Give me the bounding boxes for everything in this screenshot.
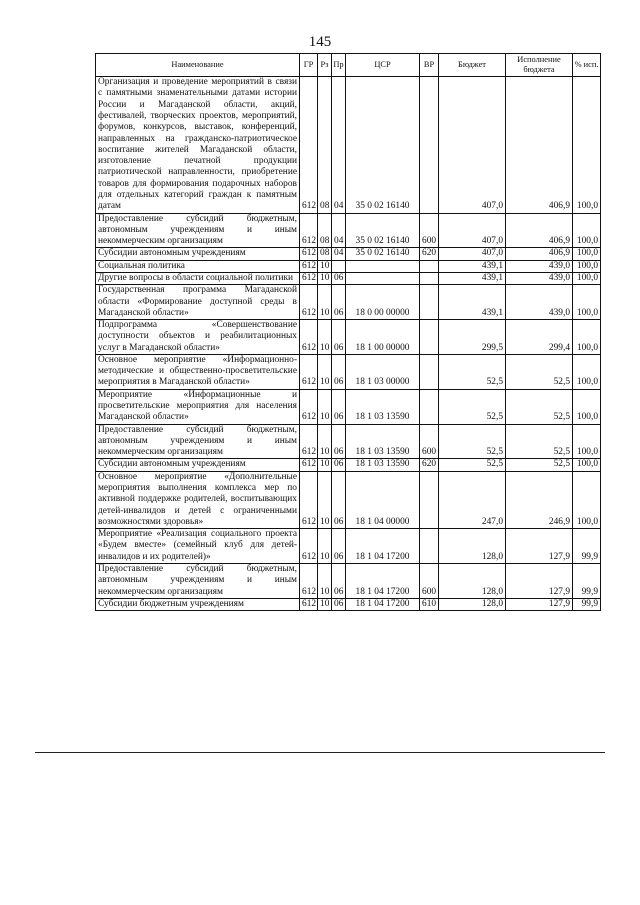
cell-vr: [420, 260, 439, 272]
cell-gr: 612: [300, 272, 318, 284]
table-row: [96, 354, 601, 389]
cell-execution: 299,4: [506, 320, 573, 355]
cell-vr: 600: [420, 424, 439, 459]
cell-pr: 04: [332, 213, 346, 248]
cell-percent: 100,0: [573, 389, 601, 424]
cell-execution: 439,0: [506, 272, 573, 284]
cell-name: Предоставление субсидий бюджетным, автономным учреждениям и иным некоммерческим организациям: [96, 563, 300, 598]
cell-name: Основное мероприятие «Дополнительные мероприятия выполнения комплекса мер по активной поддержке родителей, воспитывающих детей-инвалидов и детей с ограниченными возможностями здоровья»: [96, 471, 300, 528]
table-row: [96, 285, 601, 320]
cell-gr: 612: [300, 563, 318, 598]
cell-percent: 99,9: [573, 563, 601, 598]
cell-budget: 128,0: [439, 563, 506, 598]
table-row: [96, 459, 601, 471]
cell-gr: 612: [300, 598, 318, 610]
cell-execution: 406,9: [506, 248, 573, 260]
header-pr: Пр: [332, 54, 346, 77]
cell-budget: 299,5: [439, 320, 506, 355]
cell-csr: 35 0 02 16140: [346, 77, 420, 213]
cell-execution: 439,0: [506, 260, 573, 272]
cell-vr: 600: [420, 563, 439, 598]
cell-percent: 100,0: [573, 471, 601, 528]
header-vr: ВР: [420, 54, 439, 77]
cell-gr: 612: [300, 260, 318, 272]
cell-vr: [420, 77, 439, 213]
cell-csr: [346, 260, 420, 272]
cell-name: Подпрограмма «Совершенствование доступности объектов и реабилитационных услуг в Магаданской области»: [96, 320, 300, 355]
cell-gr: 612: [300, 424, 318, 459]
cell-percent: 100,0: [573, 272, 601, 284]
cell-rz: 10: [318, 389, 332, 424]
cell-gr: 612: [300, 213, 318, 248]
cell-name: Другие вопросы в области социальной политики: [96, 272, 300, 284]
cell-gr: 612: [300, 459, 318, 471]
table-row: [96, 77, 601, 213]
cell-vr: 610: [420, 598, 439, 610]
cell-percent: 99,9: [573, 598, 601, 610]
cell-csr: 18 1 03 13590: [346, 424, 420, 459]
cell-budget: 52,5: [439, 424, 506, 459]
cell-csr: 18 1 04 17200: [346, 529, 420, 564]
cell-budget: 407,0: [439, 248, 506, 260]
table-row: [96, 272, 601, 284]
header-rz: Рз: [318, 54, 332, 77]
header-name: Наименование: [96, 54, 300, 77]
cell-budget: 52,5: [439, 459, 506, 471]
cell-name: Мероприятие «Реализация социального проекта «Будем вместе» (семейный клуб для детей-инвалидов и их родителей)»: [96, 529, 300, 564]
cell-vr: [420, 529, 439, 564]
header-percent: % исп.: [573, 54, 601, 77]
footer-divider: [35, 752, 605, 753]
cell-rz: 10: [318, 272, 332, 284]
cell-vr: 620: [420, 248, 439, 260]
cell-execution: 52,5: [506, 389, 573, 424]
cell-csr: 18 1 03 13590: [346, 459, 420, 471]
cell-pr: 06: [332, 563, 346, 598]
cell-vr: [420, 389, 439, 424]
cell-name: Основное мероприятие «Информационно-методические и общественно-просветительские мероприятия в Магаданской области»: [96, 354, 300, 389]
cell-vr: [420, 471, 439, 528]
table-row: [96, 389, 601, 424]
cell-budget: 439,1: [439, 260, 506, 272]
cell-csr: 18 1 03 00000: [346, 354, 420, 389]
cell-pr: [332, 260, 346, 272]
cell-pr: 04: [332, 77, 346, 213]
cell-rz: 10: [318, 598, 332, 610]
cell-rz: 10: [318, 320, 332, 355]
cell-gr: 612: [300, 77, 318, 213]
header-csr: ЦСР: [346, 54, 420, 77]
cell-name: Мероприятие «Информационные и просветительские мероприятия для населения Магаданской области»: [96, 389, 300, 424]
cell-execution: 439,0: [506, 285, 573, 320]
cell-gr: 612: [300, 529, 318, 564]
cell-percent: 100,0: [573, 320, 601, 355]
cell-execution: 406,9: [506, 213, 573, 248]
cell-budget: 439,1: [439, 285, 506, 320]
table-row: [96, 320, 601, 355]
table-row: [96, 471, 601, 528]
cell-percent: 99,9: [573, 529, 601, 564]
budget-table: [95, 53, 601, 611]
cell-gr: 612: [300, 248, 318, 260]
cell-pr: 06: [332, 389, 346, 424]
table-row: [96, 248, 601, 260]
cell-budget: 407,0: [439, 77, 506, 213]
cell-percent: 100,0: [573, 285, 601, 320]
cell-pr: 06: [332, 272, 346, 284]
cell-rz: 08: [318, 77, 332, 213]
cell-pr: 06: [332, 354, 346, 389]
cell-gr: 612: [300, 354, 318, 389]
cell-percent: 100,0: [573, 260, 601, 272]
cell-rz: 10: [318, 529, 332, 564]
cell-rz: 10: [318, 260, 332, 272]
cell-gr: 612: [300, 285, 318, 320]
cell-rz: 08: [318, 248, 332, 260]
cell-budget: 52,5: [439, 354, 506, 389]
cell-percent: 100,0: [573, 248, 601, 260]
table-header-row: [96, 54, 601, 77]
cell-csr: [346, 272, 420, 284]
table-row: [96, 529, 601, 564]
table-row: [96, 563, 601, 598]
cell-csr: 18 1 04 00000: [346, 471, 420, 528]
header-budget: Бюджет: [439, 54, 506, 77]
cell-pr: 06: [332, 529, 346, 564]
cell-gr: 612: [300, 320, 318, 355]
cell-vr: [420, 354, 439, 389]
cell-budget: 128,0: [439, 529, 506, 564]
cell-rz: 10: [318, 459, 332, 471]
cell-pr: 06: [332, 471, 346, 528]
cell-budget: 247,0: [439, 471, 506, 528]
cell-csr: 18 1 04 17200: [346, 598, 420, 610]
cell-name: Субсидии автономным учреждениям: [96, 248, 300, 260]
cell-pr: 06: [332, 424, 346, 459]
cell-pr: 06: [332, 285, 346, 320]
cell-name: Субсидии бюджетным учреждениям: [96, 598, 300, 610]
table-row: [96, 424, 601, 459]
cell-pr: 04: [332, 248, 346, 260]
cell-rz: 10: [318, 354, 332, 389]
cell-budget: 439,1: [439, 272, 506, 284]
header-execution: Исполнение бюджета: [506, 54, 573, 77]
cell-gr: 612: [300, 471, 318, 528]
cell-rz: 10: [318, 471, 332, 528]
cell-execution: 406,9: [506, 77, 573, 213]
cell-vr: 600: [420, 213, 439, 248]
cell-vr: [420, 320, 439, 355]
cell-rz: 08: [318, 213, 332, 248]
cell-percent: 100,0: [573, 459, 601, 471]
cell-pr: 06: [332, 459, 346, 471]
cell-percent: 100,0: [573, 354, 601, 389]
cell-budget: 52,5: [439, 389, 506, 424]
cell-csr: 18 0 00 00000: [346, 285, 420, 320]
cell-execution: 52,5: [506, 459, 573, 471]
cell-gr: 612: [300, 389, 318, 424]
table-row: [96, 260, 601, 272]
cell-name: Субсидии автономным учреждениям: [96, 459, 300, 471]
cell-percent: 100,0: [573, 424, 601, 459]
table-body: [96, 77, 601, 611]
cell-name: Организация и проведение мероприятий в связи с памятными знаменательными датами истории России и Магаданской области, акций, фестивалей, творческих проектов, мероприятий, форумов, конкурсов, выставок, конференций, направленных на гражданско-патриотическое воспитание жителей Магаданской области, изготовление печатной продукции патриотической направленности, приобретение товаров для формирования подарочных наборов для отдельных категорий граждан к памятным датам: [96, 77, 300, 213]
cell-pr: 06: [332, 598, 346, 610]
cell-name: Предоставление субсидий бюджетным, автономным учреждениям и иным некоммерческим организациям: [96, 213, 300, 248]
cell-csr: 35 0 02 16140: [346, 213, 420, 248]
page-number: 145: [308, 34, 332, 50]
cell-rz: 10: [318, 285, 332, 320]
cell-pr: 06: [332, 320, 346, 355]
cell-execution: 127,9: [506, 598, 573, 610]
cell-execution: 52,5: [506, 424, 573, 459]
cell-vr: 620: [420, 459, 439, 471]
cell-execution: 127,9: [506, 529, 573, 564]
cell-csr: 35 0 02 16140: [346, 248, 420, 260]
table-row: [96, 598, 601, 610]
cell-name: Социальная политика: [96, 260, 300, 272]
cell-execution: 246,9: [506, 471, 573, 528]
cell-rz: 10: [318, 563, 332, 598]
cell-budget: 407,0: [439, 213, 506, 248]
cell-csr: 18 1 03 13590: [346, 389, 420, 424]
cell-csr: 18 1 00 00000: [346, 320, 420, 355]
cell-name: Государственная программа Магаданской области «Формирование доступной среды в Магаданской области»: [96, 285, 300, 320]
table-row: [96, 213, 601, 248]
cell-execution: 127,9: [506, 563, 573, 598]
cell-percent: 100,0: [573, 213, 601, 248]
cell-rz: 10: [318, 424, 332, 459]
cell-budget: 128,0: [439, 598, 506, 610]
cell-execution: 52,5: [506, 354, 573, 389]
header-gr: ГР: [300, 54, 318, 77]
cell-vr: [420, 272, 439, 284]
cell-csr: 18 1 04 17200: [346, 563, 420, 598]
cell-vr: [420, 285, 439, 320]
cell-percent: 100,0: [573, 77, 601, 213]
cell-name: Предоставление субсидий бюджетным, автономным учреждениям и иным некоммерческим организациям: [96, 424, 300, 459]
